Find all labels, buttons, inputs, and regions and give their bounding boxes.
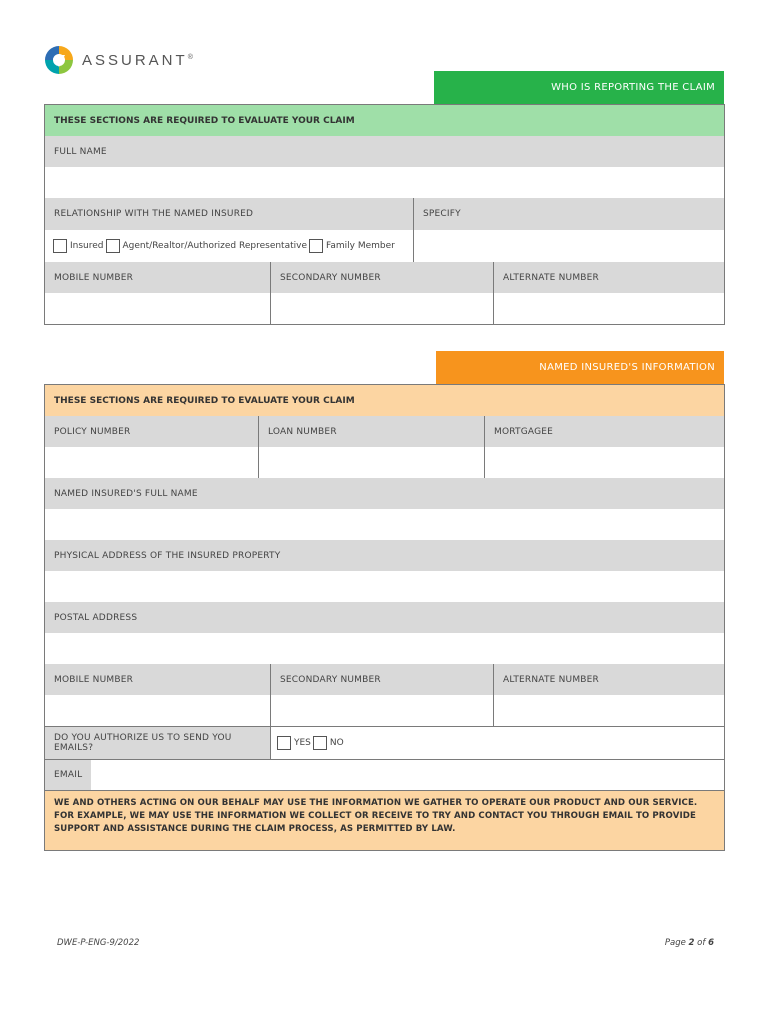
insured-secondary-input[interactable] — [271, 695, 494, 726]
insured-alternate-input[interactable] — [494, 695, 724, 726]
family-member-checkbox[interactable] — [309, 239, 323, 253]
insured-mobile-input[interactable] — [45, 695, 271, 726]
relationship-label: RELATIONSHIP WITH THE NAMED INSURED — [45, 198, 414, 230]
insured-secondary-label: SECONDARY NUMBER — [271, 664, 494, 695]
section-tab-reporting: WHO IS REPORTING THE CLAIM — [434, 71, 724, 104]
yes-checkbox[interactable] — [277, 736, 291, 750]
loan-number-input[interactable] — [259, 447, 485, 478]
no-label: NO — [329, 738, 344, 748]
postal-address-input[interactable] — [45, 633, 724, 664]
brand-name: ASSURANT® — [82, 51, 193, 69]
yes-label: YES — [294, 738, 311, 748]
physical-address-input[interactable] — [45, 571, 724, 602]
alternate-number-input[interactable] — [494, 293, 724, 324]
policy-number-label: POLICY NUMBER — [45, 416, 259, 447]
insured-checkbox[interactable] — [53, 239, 67, 253]
mobile-number-label: MOBILE NUMBER — [45, 262, 271, 293]
specify-label: SPECIFY — [414, 198, 724, 230]
full-name-input[interactable] — [45, 167, 724, 198]
insured-full-name-label: NAMED INSURED'S FULL NAME — [45, 478, 724, 509]
full-name-label: FULL NAME — [45, 136, 724, 167]
brand-logo — [44, 44, 193, 76]
relationship-options — [45, 230, 414, 262]
email-input[interactable] — [91, 760, 724, 790]
assurant-logo-icon — [44, 45, 74, 75]
section-tab-named-insured: NAMED INSURED'S INFORMATION — [436, 351, 724, 384]
required-note: THESE SECTIONS ARE REQUIRED TO EVALUATE YOUR CLAIM — [45, 105, 724, 136]
policy-number-input[interactable] — [45, 447, 259, 478]
physical-address-label: PHYSICAL ADDRESS OF THE INSURED PROPERTY — [45, 540, 724, 571]
agent-checkbox[interactable] — [106, 239, 120, 253]
reporting-section — [44, 104, 725, 325]
mortgagee-input[interactable] — [485, 447, 724, 478]
form-code: DWE-P-ENG-9/2022 — [57, 938, 140, 948]
registered-mark: ® — [187, 53, 193, 61]
mobile-number-input[interactable] — [45, 293, 271, 324]
insured-option-label: Insured — [70, 241, 104, 251]
mortgagee-label: MORTGAGEE — [485, 416, 724, 447]
specify-input[interactable] — [414, 230, 724, 262]
required-note: THESE SECTIONS ARE REQUIRED TO EVALUATE YOUR CLAIM — [45, 385, 724, 416]
family-member-option-label: Family Member — [326, 241, 395, 251]
secondary-number-input[interactable] — [271, 293, 494, 324]
privacy-notice: WE AND OTHERS ACTING ON OUR BEHALF MAY USE THE INFORMATION WE GATHER TO OPERATE OUR PRODUCT AND OUR SERVICE. FOR EXAMPLE, WE MAY USE THE INFORMATION WE COLLECT OR RECEIVE TO TRY AND CONTACT YOU THROUGH EMAIL TO PROVIDE SUPPORT AND ASSISTANCE DURING THE CLAIM PROCESS, AS PERMITTED BY LAW. — [45, 791, 724, 850]
insured-full-name-input[interactable] — [45, 509, 724, 540]
email-authorize-options — [271, 727, 724, 759]
insured-alternate-label: ALTERNATE NUMBER — [494, 664, 724, 695]
secondary-number-label: SECONDARY NUMBER — [271, 262, 494, 293]
email-label: EMAIL — [45, 760, 91, 790]
loan-number-label: LOAN NUMBER — [259, 416, 485, 447]
named-insured-section — [44, 384, 725, 851]
insured-mobile-label: MOBILE NUMBER — [45, 664, 271, 695]
alternate-number-label: ALTERNATE NUMBER — [494, 262, 724, 293]
email-authorize-label: DO YOU AUTHORIZE US TO SEND YOU EMAILS? — [45, 727, 271, 759]
agent-option-label: Agent/Realtor/Authorized Representative — [122, 241, 307, 251]
no-checkbox[interactable] — [313, 736, 327, 750]
postal-address-label: POSTAL ADDRESS — [45, 602, 724, 633]
page-number: Page 2 of 6 — [664, 938, 714, 948]
